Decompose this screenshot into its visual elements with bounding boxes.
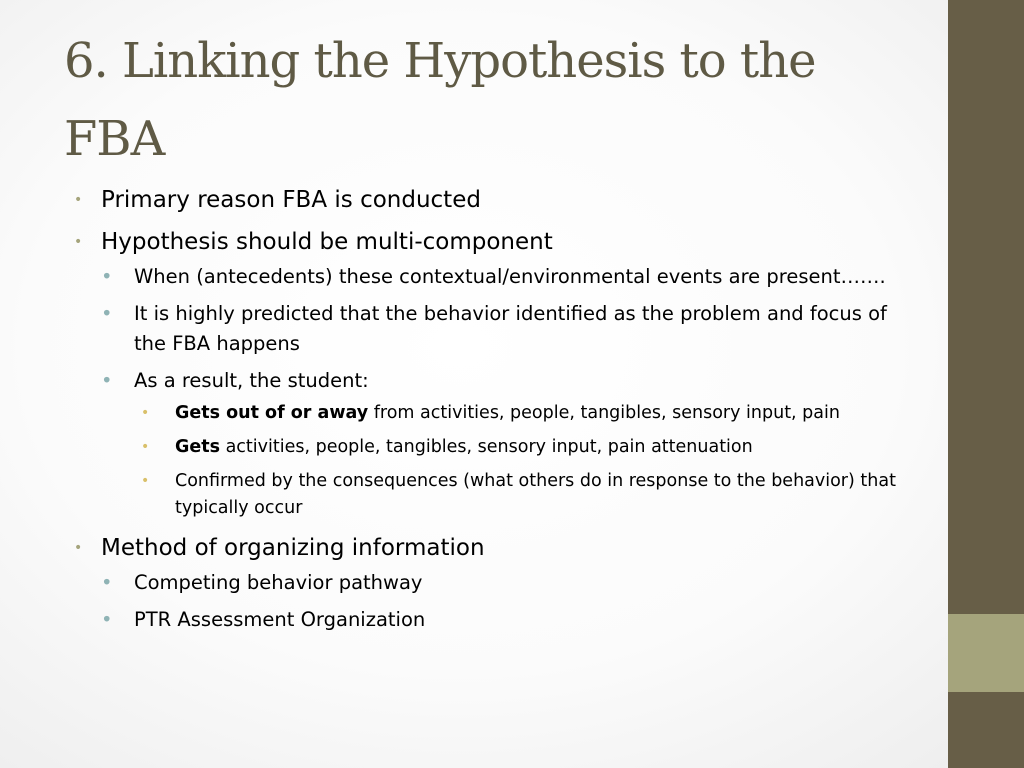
bullet-icon: • <box>74 192 83 208</box>
bullet-icon: • <box>101 608 113 631</box>
bullet-item-gets-out-of <box>141 400 904 427</box>
bullet-item-method <box>74 532 904 635</box>
bullet-text: from activities, people, tangibles, sensory input, pain <box>368 403 840 423</box>
bullet-text: Competing behavior pathway <box>134 571 423 594</box>
bullet-list-level-2 <box>75 262 904 522</box>
bullet-icon: • <box>74 540 83 556</box>
bullet-text: Method of organizing information <box>101 535 485 561</box>
bullet-item-predicted-behavior <box>101 299 904 359</box>
bullet-text: PTR Assessment Organization <box>134 608 426 631</box>
bullet-list-level-3 <box>141 400 904 522</box>
bullet-icon: • <box>141 473 150 489</box>
bullet-item-ptr-assessment <box>101 605 904 635</box>
bullet-item-result <box>101 366 904 522</box>
bullet-icon: • <box>141 439 150 455</box>
bullet-icon: • <box>101 265 113 288</box>
bullet-bold-text: Gets <box>175 437 221 457</box>
bullet-item-competing-pathway <box>101 568 904 598</box>
slide-title: 6. Linking the Hypothesis to the FBA <box>64 33 816 167</box>
bullet-icon: • <box>141 405 150 421</box>
slide-content <box>74 184 904 645</box>
bullet-text: When (antecedents) these contextual/environmental events are present……. <box>134 265 886 288</box>
bullet-item-confirmed <box>141 468 904 522</box>
bullet-icon: • <box>74 234 83 250</box>
bullet-text: It is highly predicted that the behavior identified as the problem and focus of the FBA happens <box>134 302 887 355</box>
bullet-icon: • <box>101 369 113 392</box>
bullet-icon: • <box>101 571 113 594</box>
bullet-list-level-1 <box>74 184 904 635</box>
bullet-text: activities, people, tangibles, sensory input, pain attenuation <box>220 437 753 457</box>
bullet-list-level-2 <box>75 568 904 635</box>
bullet-bold-text: Gets out of or away <box>175 403 369 423</box>
bullet-text: Hypothesis should be multi-component <box>101 229 553 255</box>
bullet-text: Confirmed by the consequences (what others do in response to the behavior) that typically occur <box>175 471 896 518</box>
bullet-text: Primary reason FBA is conducted <box>101 187 481 213</box>
bullet-item-gets <box>141 434 904 461</box>
bullet-icon: • <box>101 302 113 325</box>
bullet-item-primary-reason <box>74 184 904 216</box>
right-decorative-accent <box>948 614 1024 692</box>
bullet-item-antecedents <box>101 262 904 292</box>
bullet-text: As a result, the student: <box>134 369 369 392</box>
bullet-item-hypothesis <box>74 226 904 522</box>
